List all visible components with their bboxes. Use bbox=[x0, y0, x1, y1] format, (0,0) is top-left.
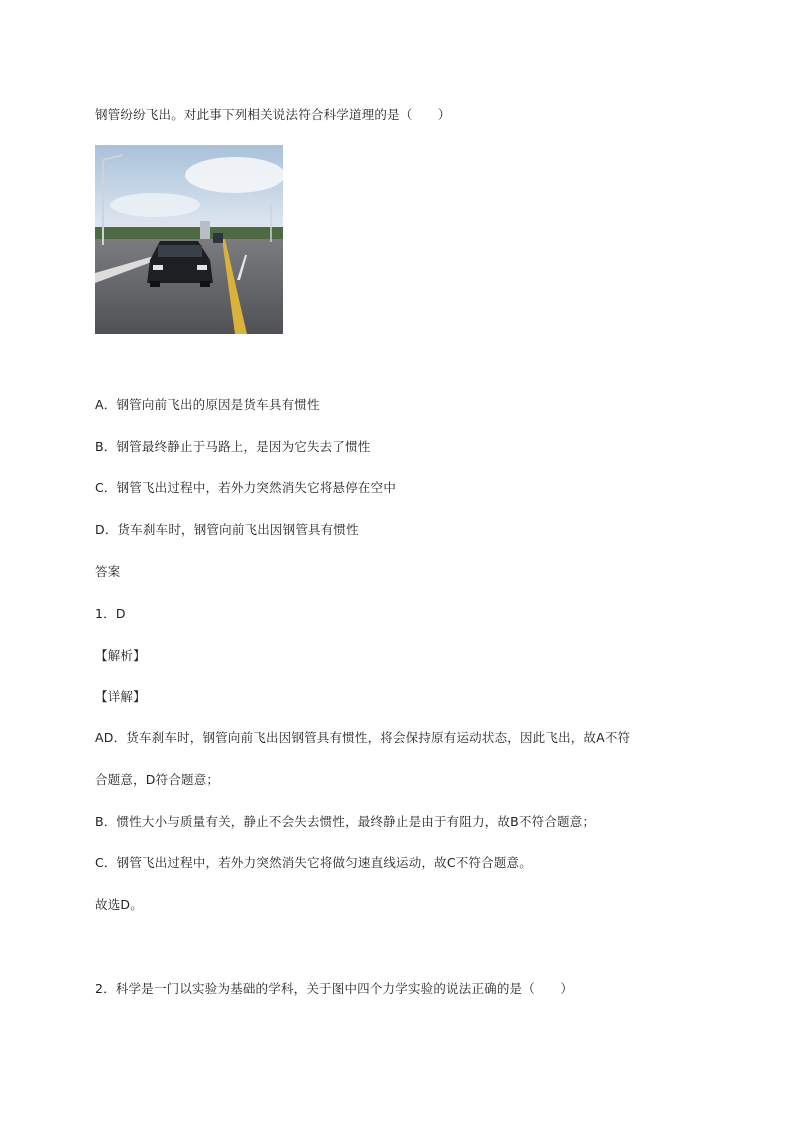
cloud bbox=[185, 157, 283, 193]
cloud bbox=[110, 193, 200, 217]
question2-stem: 2．科学是一门以实验为基础的学科，关于图中四个力学实验的说法正确的是（ ） bbox=[95, 981, 574, 996]
explanation-line: B．惯性大小与质量有关，静止不会失去惯性，最终静止是由于有阻力，故B不符合题意； bbox=[95, 814, 596, 829]
answer-value: 1．D bbox=[95, 606, 126, 621]
option-d: D．货车刹车时，钢管向前飞出因钢管具有惯性 bbox=[95, 522, 359, 537]
tree-line bbox=[95, 227, 283, 241]
truck bbox=[213, 233, 223, 243]
road-photo bbox=[95, 145, 283, 334]
answer-heading: 答案 bbox=[95, 564, 121, 579]
building bbox=[200, 221, 210, 239]
analysis-label: 【解析】 bbox=[95, 648, 146, 663]
option-c: C．钢管飞出过程中，若外力突然消失它将悬停在空中 bbox=[95, 480, 397, 495]
final-choice: 故选D。 bbox=[95, 897, 143, 912]
explanation-line: C．钢管飞出过程中，若外力突然消失它将做匀速直线运动，故C不符合题意。 bbox=[95, 855, 532, 870]
explanation-line: 合题意，D符合题意； bbox=[95, 772, 220, 787]
option-b: B．钢管最终静止于马路上，是因为它失去了惯性 bbox=[95, 439, 371, 454]
question1-stem: 钢管纷纷飞出。对此事下列相关说法符合科学道理的是（ ） bbox=[95, 107, 451, 122]
option-a: A．钢管向前飞出的原因是货车具有惯性 bbox=[95, 397, 320, 412]
detail-label: 【详解】 bbox=[95, 689, 146, 704]
explanation-line: AD．货车刹车时，钢管向前飞出因钢管具有惯性，将会保持原有运动状态，因此飞出，故A不符 bbox=[95, 730, 631, 745]
